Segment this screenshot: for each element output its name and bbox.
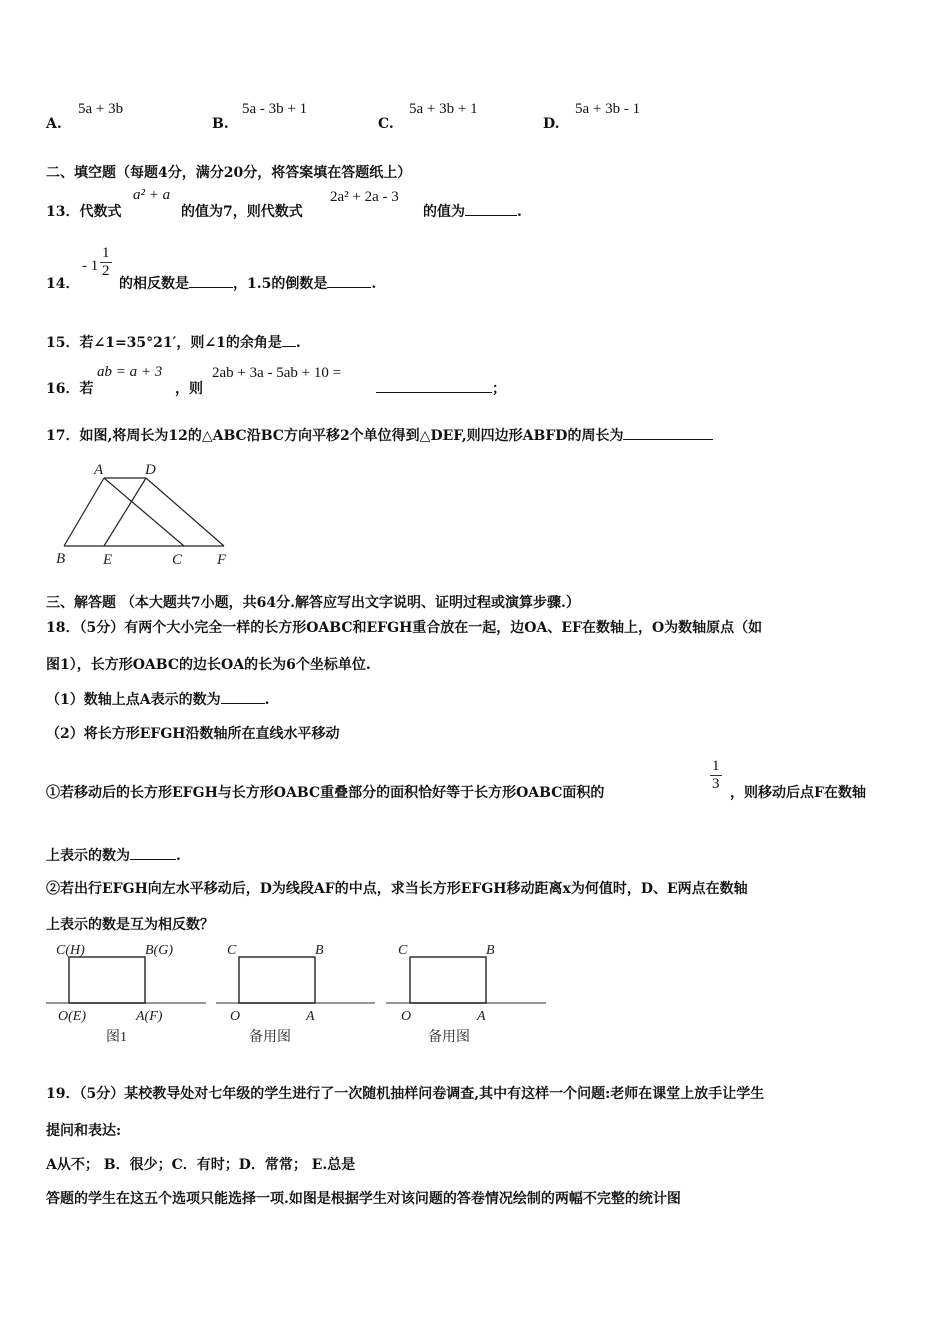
backup-figure-1 [216,943,375,1045]
q15-number: 15． [46,335,80,351]
q19-line-3: A从不； B．很少；C．有时；D．常常； E.总是 [46,1157,356,1173]
label-e: E [103,552,113,568]
option-d-expression: 5a + 3b - 1 [575,101,641,117]
segment-de [104,478,146,546]
backup-figure-2 [386,943,546,1045]
q18-sub-1-c-text: 上表示的数为 [46,848,130,864]
q19-line-1: 19．（5分）某校教导处对七年级的学生进行了一次随机抽样问卷调查,其中有这样一个问题:老师在课堂上放手让学生 [46,1086,765,1102]
q18-part-2: （2）将长方形EFGH沿数轴所在直线水平移动 [46,726,340,742]
q14-text-1: 的相反数是 [119,276,189,292]
q18-sub-1-c [46,845,181,865]
q18-part-1 [46,689,269,709]
figure-1-caption: 图1 [106,1030,127,1045]
figure-1-label-oe: O(E) [58,1009,86,1024]
q18-sub-2-b: 上表示的数是互为相反数？ [46,917,214,933]
label-c: C [172,552,183,568]
q18-fraction-denominator: 3 [712,776,720,792]
q13-expression-2: 2a² + 2a - 3 [330,189,399,205]
q16-answer-blank[interactable] [376,380,492,393]
backup-figure-1-label-o: O [230,1009,241,1024]
backup-figure-1-rectangle [239,957,315,1003]
q16-text-2: ，则 [175,381,203,397]
q18-part-1-end: . [264,692,270,708]
q18-figures [44,940,554,1050]
q19-line-4: 答题的学生在这五个选项只能选择一项.如图是根据学生对该问题的答卷情况绘制的两幅不完整的统计图 [46,1191,681,1207]
option-a-letter: A. [46,116,62,132]
option-c-letter: C. [378,116,394,132]
q14-fraction [100,245,112,280]
figure-1 [46,943,206,1045]
q18-sub-1-a: ①若移动后的长方形EFGH与长方形OABC重叠部分的面积恰好等于长方形OABC面积的 [46,785,605,801]
q14-end: . [371,276,377,292]
q18-part-1-text: （1）数轴上点A表示的数为 [46,692,221,708]
figure-1-label-af: A(F) [136,1009,163,1024]
label-d: D [145,462,156,478]
q14-text-2: ，1.5的倒数是 [233,276,328,292]
q13-text-1: 代数式 [79,204,122,220]
question-13 [46,201,121,221]
q13-end: . [517,204,522,220]
q18-fraction-one-third [710,758,722,793]
label-a: A [94,462,104,478]
q17-text: 如图,将周长为12的△ABC沿BC方向平移2个单位得到△DEF,则四边形ABFD的周长为 [79,428,624,444]
q13-expression-1: a² + a [133,187,171,203]
q16-expression-1: ab = a + 3 [97,364,163,380]
q14-answer-blank-2[interactable] [327,275,371,288]
option-d-letter: D. [543,116,560,132]
q18-line-1: 18．（5分）有两个大小完全一样的长方形OABC和EFGH重合放在一起，边OA、EF在数轴上，O为数轴原点（如 [46,620,763,636]
q19-line-2: 提问和表达: [46,1123,122,1139]
section-2-heading: 二、填空题（每题4分，满分20分，将答案填在答题纸上） [46,165,412,181]
q14-fraction-denominator: 2 [102,263,110,279]
q18-part-1-blank[interactable] [221,691,265,704]
q13-answer-blank[interactable] [465,203,517,216]
q16-number: 16． [46,381,80,397]
backup-figure-1-label-b: B [315,943,324,958]
q16-end: ； [492,381,506,397]
q17-number: 17． [46,428,80,444]
q18-sub-1-end: . [176,848,181,864]
backup-figure-1-label-c: C [227,943,237,958]
q14-text [119,273,376,293]
q14-number: 14． [46,276,80,292]
q14-answer-blank-1[interactable] [189,275,233,288]
option-a-expression: 5a + 3b [78,101,124,117]
option-b-letter: B. [212,116,229,132]
segment-ab [64,478,104,546]
q18-fraction-numerator: 1 [712,758,720,774]
option-c-expression: 5a + 3b + 1 [409,101,478,117]
segment-ac [104,478,184,546]
q16-text-1: 若 [79,381,94,397]
q13-text-2: 的值为7，则代数式 [181,204,303,220]
q16-expression-2: 2ab + 3a - 5ab + 10 = [212,365,342,381]
backup-figure-1-label-a: A [306,1009,315,1024]
q13-text-3: 的值为 [423,204,465,220]
q17-parallelogram-figure [52,458,242,573]
backup-figure-2-label-o: O [401,1009,412,1024]
question-17 [46,425,713,445]
q15-text: 若∠1=35°21′，则∠1的余角是 [79,335,282,351]
figure-1-label-bg: B(G) [145,943,173,958]
q14-whole: - 1 [82,258,99,274]
backup-figure-2-label-a: A [477,1009,486,1024]
question-15 [46,332,301,352]
q18-sub-1-b: ，则移动后点F在数轴 [730,785,866,801]
figure-1-label-ch: C(H) [56,943,85,958]
section-3-heading: 三、解答题 （本大题共7小题，共64分.解答应写出文字说明、证明过程或演算步骤.） [46,595,580,611]
question-16 [46,378,93,398]
q17-answer-blank[interactable] [623,427,713,440]
figure-1-rectangle [69,957,145,1003]
label-f: F [217,552,227,568]
backup-figure-2-caption: 备用图 [428,1030,470,1045]
q18-sub-1-blank[interactable] [130,847,176,860]
backup-figure-2-label-b: B [486,943,495,958]
q16-tail [376,378,506,398]
q14-fraction-numerator: 1 [102,245,110,261]
q13-number: 13． [46,204,80,220]
label-b: B [56,551,66,567]
option-b-expression: 5a - 3b + 1 [242,101,308,117]
backup-figure-2-label-c: C [398,943,408,958]
q18-sub-2-a: ②若出行EFGH向左水平移动后，D为线段AF的中点，求当长方形EFGH移动距离x为何值时，D、E两点在数轴 [46,881,748,897]
q13-tail [423,201,522,221]
backup-figure-1-caption: 备用图 [249,1030,291,1045]
backup-figure-2-rectangle [410,957,486,1003]
q18-line-2: 图1），长方形OABC的边长OA的长为6个坐标单位. [46,657,371,673]
q15-end: . [295,335,301,351]
q15-answer-blank[interactable] [282,334,296,347]
segment-df [146,478,224,546]
